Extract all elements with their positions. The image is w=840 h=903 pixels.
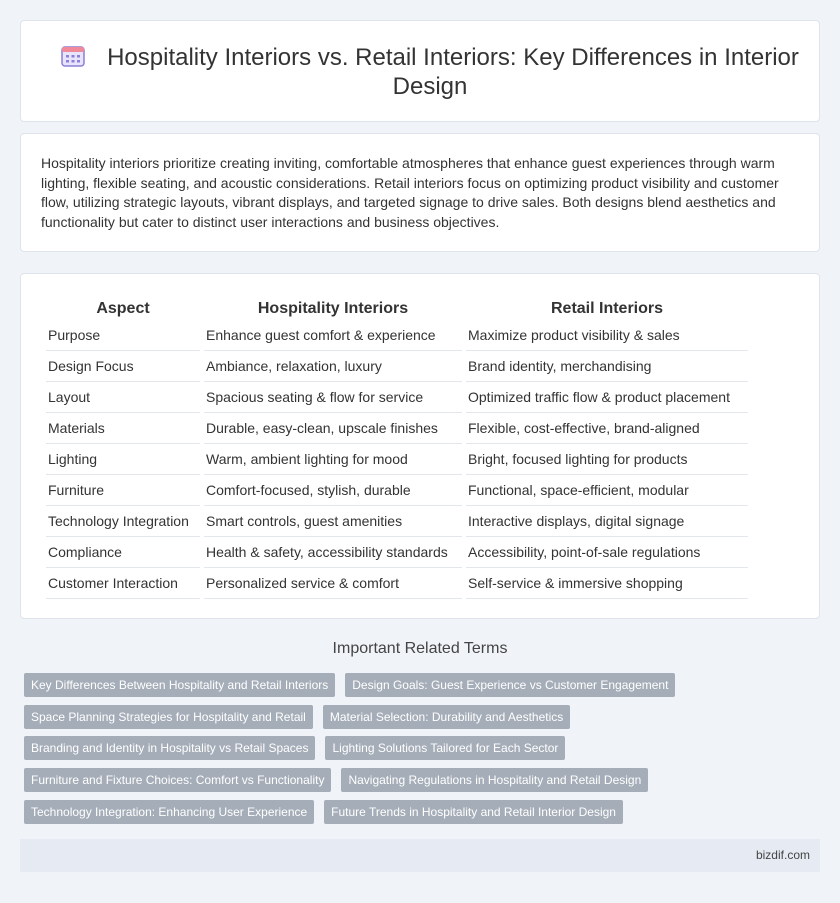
cell-aspect: Lighting bbox=[46, 444, 200, 475]
site-name[interactable]: bizdif.com bbox=[755, 848, 810, 862]
table-row bbox=[46, 444, 748, 475]
cell-hospitality: Enhance guest comfort & experience bbox=[204, 320, 462, 351]
cell-retail: Accessibility, point-of-sale regulations bbox=[466, 537, 748, 568]
related-term-link[interactable]: Space Planning Strategies for Hospitality and Retail bbox=[24, 705, 313, 729]
cell-aspect: Technology Integration bbox=[46, 506, 200, 537]
cell-hospitality: Spacious seating & flow for service bbox=[204, 382, 462, 413]
cell-hospitality: Health & safety, accessibility standards bbox=[204, 537, 462, 568]
cell-aspect: Furniture bbox=[46, 475, 200, 506]
comparison-table bbox=[42, 298, 752, 599]
title-card bbox=[20, 20, 820, 122]
table-row bbox=[46, 475, 748, 506]
related-term-link[interactable]: Future Trends in Hospitality and Retail Interior Design bbox=[324, 800, 623, 824]
header-hospitality: Hospitality Interiors bbox=[257, 300, 409, 317]
related-term-link[interactable]: Navigating Regulations in Hospitality and Retail Design bbox=[341, 768, 648, 792]
cell-hospitality: Warm, ambient lighting for mood bbox=[204, 444, 462, 475]
cell-retail: Optimized traffic flow & product placement bbox=[466, 382, 748, 413]
table-row bbox=[46, 506, 748, 537]
cell-hospitality: Personalized service & comfort bbox=[204, 568, 462, 599]
cell-hospitality: Durable, easy-clean, upscale finishes bbox=[204, 413, 462, 444]
cell-retail: Self-service & immersive shopping bbox=[466, 568, 748, 599]
cell-hospitality: Comfort-focused, stylish, durable bbox=[204, 475, 462, 506]
table-row bbox=[46, 537, 748, 568]
related-term-link[interactable]: Branding and Identity in Hospitality vs Retail Spaces bbox=[24, 736, 315, 760]
related-term-link[interactable]: Material Selection: Durability and Aesthetics bbox=[323, 705, 570, 729]
cell-hospitality: Ambiance, relaxation, luxury bbox=[204, 351, 462, 382]
cell-retail: Brand identity, merchandising bbox=[466, 351, 748, 382]
header-aspect: Aspect bbox=[96, 300, 150, 317]
cell-aspect: Design Focus bbox=[46, 351, 200, 382]
cell-retail: Maximize product visibility & sales bbox=[466, 320, 748, 351]
page-title: Hospitality Interiors vs. Retail Interiors: Key Differences in Interior Design bbox=[107, 44, 799, 100]
related-terms-row bbox=[24, 705, 580, 729]
related-term-link[interactable]: Furniture and Fixture Choices: Comfort vs Functionality bbox=[24, 768, 331, 792]
calendar-icon bbox=[61, 45, 85, 67]
intro-card bbox=[20, 133, 820, 252]
related-term-link[interactable]: Technology Integration: Enhancing User Experience bbox=[24, 800, 314, 824]
cell-aspect: Layout bbox=[46, 382, 200, 413]
table-row bbox=[46, 413, 748, 444]
cell-aspect: Materials bbox=[46, 413, 200, 444]
cell-retail: Interactive displays, digital signage bbox=[466, 506, 748, 537]
cell-retail: Bright, focused lighting for products bbox=[466, 444, 748, 475]
table-row bbox=[46, 320, 748, 351]
table-row bbox=[46, 351, 748, 382]
related-terms-row bbox=[24, 800, 633, 824]
cell-retail: Flexible, cost-effective, brand-aligned bbox=[466, 413, 748, 444]
intro-paragraph: Hospitality interiors prioritize creating inviting, comfortable atmospheres that enhance guest experiences through warm lighting, flexible seating, and acoustic considerations. Retail interiors focus on optimizing product visibility and customer flow, utilizing strategic layouts, vibrant displays, and targeted signage to drive sales. Both designs blend aesthetics and functionality but cater to distinct user interactions and business objectives. bbox=[41, 155, 779, 230]
cell-aspect: Customer Interaction bbox=[46, 568, 200, 599]
comparison-card bbox=[20, 273, 820, 619]
page-title-wrap bbox=[61, 43, 799, 101]
footer-bar bbox=[20, 839, 820, 872]
table-row bbox=[46, 382, 748, 413]
cell-aspect: Purpose bbox=[46, 320, 200, 351]
cell-hospitality: Smart controls, guest amenities bbox=[204, 506, 462, 537]
cell-retail: Functional, space-efficient, modular bbox=[466, 475, 748, 506]
related-term-link[interactable]: Key Differences Between Hospitality and Retail Interiors bbox=[24, 673, 335, 697]
header-retail: Retail Interiors bbox=[550, 300, 664, 317]
table-header-row bbox=[46, 298, 748, 320]
table-row bbox=[46, 568, 748, 599]
related-terms-row bbox=[24, 736, 575, 760]
related-terms-row bbox=[24, 673, 685, 697]
related-terms-heading: Important Related Terms bbox=[332, 640, 508, 657]
related-term-link[interactable]: Lighting Solutions Tailored for Each Sector bbox=[325, 736, 565, 760]
related-terms-row bbox=[24, 768, 658, 792]
cell-aspect: Compliance bbox=[46, 537, 200, 568]
related-term-link[interactable]: Design Goals: Guest Experience vs Customer Engagement bbox=[345, 673, 675, 697]
